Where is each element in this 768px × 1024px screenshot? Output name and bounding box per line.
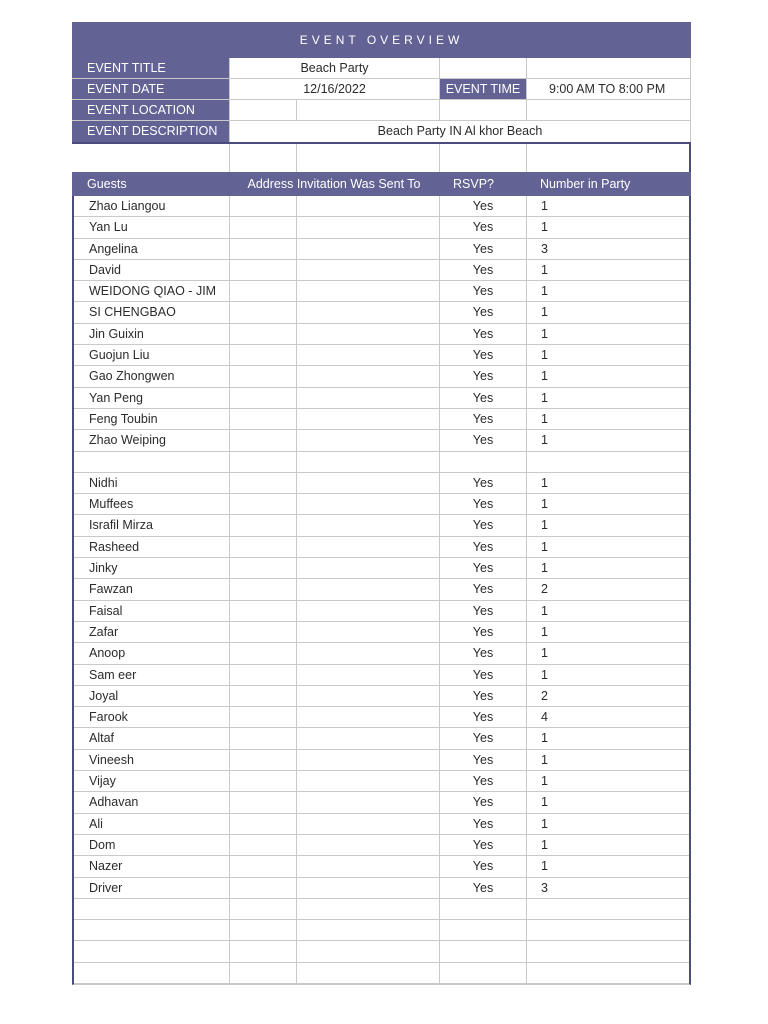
address-cell[interactable] (229, 792, 296, 812)
rsvp-cell[interactable]: Yes (439, 345, 526, 365)
rsvp-cell[interactable]: Yes (439, 217, 526, 237)
table-row (74, 239, 689, 260)
spacer-cell (439, 144, 526, 172)
rsvp-cell[interactable]: Yes (439, 643, 526, 663)
spacer-cell (229, 144, 296, 172)
party-count-cell[interactable]: 1 (526, 792, 689, 812)
address-cell[interactable] (229, 452, 296, 472)
rsvp-cell[interactable]: Yes (439, 558, 526, 578)
address-cell[interactable] (229, 643, 296, 663)
address-cell[interactable] (229, 878, 296, 898)
address-cell[interactable] (296, 409, 439, 429)
table-row (74, 430, 689, 451)
party-count-cell[interactable]: 3 (526, 878, 689, 898)
address-cell[interactable] (229, 345, 296, 365)
address-cell[interactable] (229, 302, 296, 322)
rsvp-cell[interactable] (439, 920, 526, 940)
party-count-cell[interactable]: 1 (526, 643, 689, 663)
table-row (74, 302, 689, 323)
party-count-cell[interactable]: 1 (526, 601, 689, 621)
party-count-cell[interactable]: 1 (526, 196, 689, 216)
rsvp-cell[interactable] (439, 941, 526, 961)
address-cell[interactable] (229, 963, 296, 983)
party-count-cell[interactable]: 1 (526, 771, 689, 791)
party-count-cell[interactable]: 1 (526, 814, 689, 834)
address-cell[interactable] (296, 217, 439, 237)
address-cell[interactable] (229, 814, 296, 834)
address-cell[interactable] (296, 473, 439, 493)
guest-name-cell[interactable]: Driver (89, 880, 123, 895)
table-row (74, 750, 689, 771)
guest-name-cell[interactable]: Fawzan (89, 582, 133, 597)
event-location-row (72, 100, 691, 121)
table-row (74, 899, 689, 920)
table-row (74, 941, 689, 962)
rsvp-cell[interactable]: Yes (439, 750, 526, 770)
guest-name-cell[interactable]: Joyal (89, 688, 119, 703)
event-location-cell-3[interactable] (439, 100, 526, 120)
address-cell[interactable] (229, 579, 296, 599)
event-location-value[interactable] (296, 100, 439, 120)
guest-name-cell[interactable]: Jinky (89, 561, 118, 576)
party-count-cell[interactable] (526, 899, 689, 919)
address-cell[interactable] (229, 941, 296, 961)
rsvp-cell[interactable]: Yes (439, 239, 526, 259)
address-cell[interactable] (229, 665, 296, 685)
guest-name-cell[interactable] (74, 452, 229, 472)
table-row (74, 515, 689, 536)
party-count-cell[interactable]: 1 (526, 324, 689, 344)
address-cell[interactable] (296, 494, 439, 514)
event-description-row (72, 121, 691, 144)
rsvp-cell[interactable]: Yes (439, 814, 526, 834)
event-sheet (72, 22, 691, 985)
table-row (74, 217, 689, 238)
table-row (74, 835, 689, 856)
guest-name-cell[interactable]: Dom (89, 837, 116, 852)
party-count-cell[interactable]: 1 (526, 665, 689, 685)
party-count-cell[interactable]: 1 (526, 856, 689, 876)
address-cell[interactable] (229, 473, 296, 493)
address-cell[interactable] (296, 622, 439, 642)
party-count-cell[interactable]: 1 (526, 217, 689, 237)
guest-name-cell[interactable]: Israfil Mirza (89, 518, 153, 533)
guest-name-cell[interactable]: David (89, 262, 121, 277)
address-cell[interactable] (296, 260, 439, 280)
table-row (74, 388, 689, 409)
header-guests: Guests (87, 177, 127, 191)
table-row (74, 345, 689, 366)
address-cell[interactable] (296, 771, 439, 791)
rsvp-cell[interactable] (439, 963, 526, 983)
rsvp-cell[interactable]: Yes (439, 728, 526, 748)
address-cell[interactable] (296, 579, 439, 599)
address-cell[interactable] (229, 409, 296, 429)
table-row (74, 494, 689, 515)
address-cell[interactable] (229, 622, 296, 642)
table-row (74, 665, 689, 686)
party-count-cell[interactable]: 1 (526, 388, 689, 408)
party-count-cell[interactable]: 1 (526, 409, 689, 429)
address-cell[interactable] (296, 899, 439, 919)
guest-name-cell[interactable]: Zafar (89, 624, 119, 639)
rsvp-cell[interactable]: Yes (439, 388, 526, 408)
address-cell[interactable] (229, 324, 296, 344)
party-count-cell[interactable] (526, 963, 689, 983)
event-location-cell[interactable] (229, 100, 296, 120)
event-description-label: EVENT DESCRIPTION (72, 121, 229, 142)
address-cell[interactable] (296, 643, 439, 663)
event-title-row (72, 58, 691, 79)
address-cell[interactable] (229, 515, 296, 535)
address-cell[interactable] (229, 558, 296, 578)
table-row (74, 771, 689, 792)
party-count-cell[interactable]: 2 (526, 686, 689, 706)
rsvp-cell[interactable]: Yes (439, 302, 526, 322)
party-count-cell[interactable]: 1 (526, 835, 689, 855)
address-cell[interactable] (296, 728, 439, 748)
guest-name-cell[interactable]: Angelina (89, 241, 138, 256)
address-cell[interactable] (229, 430, 296, 450)
party-count-cell[interactable]: 1 (526, 281, 689, 301)
address-cell[interactable] (296, 324, 439, 344)
spacer-cell (72, 144, 229, 172)
table-row (74, 814, 689, 835)
address-cell[interactable] (296, 452, 439, 472)
guest-name-cell[interactable]: Altaf (89, 731, 115, 746)
guest-name-cell[interactable] (74, 963, 229, 983)
rsvp-cell[interactable]: Yes (439, 771, 526, 791)
guest-name-cell[interactable]: Vineesh (89, 752, 134, 767)
table-row (74, 601, 689, 622)
guest-name-cell[interactable]: Yan Lu (89, 220, 128, 235)
header-number-in-party: Number in Party (540, 177, 631, 191)
event-time-label: EVENT TIME (439, 79, 526, 99)
event-location-cell-4[interactable] (526, 100, 691, 120)
guest-name-cell[interactable]: Vijay (89, 774, 116, 789)
address-cell[interactable] (296, 281, 439, 301)
event-date-value[interactable]: 12/16/2022 (229, 79, 439, 99)
party-count-cell[interactable]: 1 (526, 622, 689, 642)
guest-name-cell[interactable]: Nazer (89, 859, 123, 874)
rsvp-cell[interactable]: Yes (439, 260, 526, 280)
party-count-cell[interactable]: 1 (526, 515, 689, 535)
address-cell[interactable] (296, 665, 439, 685)
guest-table-header (72, 172, 691, 196)
party-count-cell[interactable]: 1 (526, 366, 689, 386)
event-date-row (72, 79, 691, 100)
table-row (74, 707, 689, 728)
table-row (74, 920, 689, 941)
event-location-label: EVENT LOCATION (72, 100, 229, 120)
address-cell[interactable] (229, 920, 296, 940)
spacer-row (72, 144, 691, 172)
rsvp-cell[interactable]: Yes (439, 409, 526, 429)
guest-name-cell[interactable]: WEIDONG QIAO - JIM (89, 284, 217, 299)
rsvp-cell[interactable]: Yes (439, 515, 526, 535)
event-date-label: EVENT DATE (72, 79, 229, 99)
address-cell[interactable] (296, 750, 439, 770)
address-cell[interactable] (296, 835, 439, 855)
event-info-block (72, 58, 691, 144)
address-cell[interactable] (296, 430, 439, 450)
rsvp-cell[interactable]: Yes (439, 579, 526, 599)
rsvp-cell[interactable]: Yes (439, 537, 526, 557)
guest-name-cell[interactable]: Zhao Liangou (89, 199, 166, 213)
rsvp-cell[interactable]: Yes (439, 366, 526, 386)
address-cell[interactable] (229, 281, 296, 301)
address-cell[interactable] (296, 878, 439, 898)
address-cell[interactable] (229, 388, 296, 408)
table-row (74, 473, 689, 494)
party-count-cell[interactable]: 1 (526, 537, 689, 557)
rsvp-cell[interactable]: Yes (439, 622, 526, 642)
party-count-cell[interactable]: 1 (526, 260, 689, 280)
table-row (74, 260, 689, 281)
table-row (74, 878, 689, 899)
address-cell[interactable] (229, 260, 296, 280)
table-row (74, 728, 689, 749)
address-cell[interactable] (296, 345, 439, 365)
address-cell[interactable] (296, 196, 439, 216)
address-cell[interactable] (229, 707, 296, 727)
guest-name-cell[interactable]: Sam eer (89, 667, 137, 682)
party-count-cell[interactable]: 1 (526, 302, 689, 322)
address-cell[interactable] (296, 963, 439, 983)
event-title-value[interactable]: Beach Party (229, 58, 439, 78)
table-row (74, 537, 689, 558)
address-cell[interactable] (229, 899, 296, 919)
party-count-cell[interactable]: 1 (526, 345, 689, 365)
rsvp-cell[interactable]: Yes (439, 856, 526, 876)
party-count-cell[interactable] (526, 920, 689, 940)
guest-name-cell[interactable]: Farook (89, 710, 128, 725)
guest-name-cell[interactable] (74, 920, 229, 940)
party-count-cell[interactable]: 3 (526, 239, 689, 259)
address-cell[interactable] (296, 941, 439, 961)
guest-name-cell[interactable]: Gao Zhongwen (89, 369, 175, 384)
header-rsvp: RSVP? (453, 177, 494, 191)
rsvp-cell[interactable]: Yes (439, 686, 526, 706)
table-row (74, 622, 689, 643)
rsvp-cell[interactable]: Yes (439, 601, 526, 621)
rsvp-cell[interactable]: Yes (439, 494, 526, 514)
address-cell[interactable] (296, 707, 439, 727)
table-row (74, 558, 689, 579)
address-cell[interactable] (229, 835, 296, 855)
rsvp-cell[interactable]: Yes (439, 792, 526, 812)
address-cell[interactable] (296, 515, 439, 535)
guest-name-cell[interactable] (74, 899, 229, 919)
event-overview-banner: EVENT OVERVIEW (72, 22, 691, 58)
event-description-value[interactable]: Beach Party IN Al khor Beach (229, 121, 691, 142)
rsvp-cell[interactable] (439, 452, 526, 472)
spacer-cell (526, 144, 691, 172)
address-cell[interactable] (229, 728, 296, 748)
address-cell[interactable] (229, 366, 296, 386)
address-cell[interactable] (296, 388, 439, 408)
table-row (74, 686, 689, 707)
address-cell[interactable] (229, 750, 296, 770)
table-row (74, 792, 689, 813)
party-count-cell[interactable] (526, 452, 689, 472)
address-cell[interactable] (296, 366, 439, 386)
table-row (74, 409, 689, 430)
guest-name-cell[interactable]: Feng Toubin (89, 411, 158, 426)
guest-name-cell[interactable]: Muffees (89, 497, 134, 512)
rsvp-cell[interactable]: Yes (439, 707, 526, 727)
party-count-cell[interactable]: 1 (526, 558, 689, 578)
table-row (74, 856, 689, 877)
address-cell[interactable] (296, 856, 439, 876)
event-title-extra-cell[interactable] (439, 58, 526, 78)
address-cell[interactable] (296, 558, 439, 578)
address-cell[interactable] (229, 196, 296, 216)
address-cell[interactable] (296, 814, 439, 834)
guest-name-cell[interactable]: Faisal (89, 603, 123, 618)
rsvp-cell[interactable]: Yes (439, 835, 526, 855)
event-title-extra-cell-2[interactable] (526, 58, 691, 78)
party-count-cell[interactable]: 1 (526, 494, 689, 514)
guest-name-cell[interactable]: Adhavan (89, 795, 139, 810)
address-cell[interactable] (229, 601, 296, 621)
address-cell[interactable] (229, 217, 296, 237)
table-row (74, 324, 689, 345)
rsvp-cell[interactable]: Yes (439, 473, 526, 493)
address-cell[interactable] (229, 239, 296, 259)
guest-name-cell[interactable]: Nidhi (89, 475, 118, 490)
guest-name-cell[interactable]: Jin Guixin (89, 326, 144, 341)
address-cell[interactable] (296, 686, 439, 706)
guest-table-body (72, 196, 691, 985)
rsvp-cell[interactable]: Yes (439, 665, 526, 685)
address-cell[interactable] (296, 537, 439, 557)
address-cell[interactable] (229, 686, 296, 706)
party-count-cell[interactable]: 1 (526, 728, 689, 748)
guest-name-cell[interactable] (74, 941, 229, 961)
rsvp-cell[interactable]: Yes (439, 324, 526, 344)
table-row (74, 196, 689, 217)
rsvp-cell[interactable]: Yes (439, 196, 526, 216)
address-cell[interactable] (296, 302, 439, 322)
event-title-label: EVENT TITLE (72, 58, 229, 78)
party-count-cell[interactable]: 1 (526, 430, 689, 450)
guest-name-cell[interactable]: Yan Peng (89, 390, 143, 405)
table-row (74, 366, 689, 387)
spacer-cell (296, 144, 439, 172)
guest-name-cell[interactable]: Rasheed (89, 539, 140, 554)
guest-name-cell[interactable]: Ali (89, 816, 103, 831)
party-count-cell[interactable]: 4 (526, 707, 689, 727)
party-count-cell[interactable]: 2 (526, 579, 689, 599)
table-row (74, 963, 689, 984)
rsvp-cell[interactable]: Yes (439, 430, 526, 450)
address-cell[interactable] (296, 920, 439, 940)
table-row (74, 643, 689, 664)
guest-name-cell[interactable]: Anoop (89, 646, 126, 661)
header-address: Address Invitation Was Sent To (247, 177, 421, 191)
table-row (74, 281, 689, 302)
address-cell[interactable] (296, 239, 439, 259)
party-count-cell[interactable]: 1 (526, 473, 689, 493)
address-cell[interactable] (296, 601, 439, 621)
rsvp-cell[interactable] (439, 899, 526, 919)
guest-name-cell[interactable]: Zhao Weiping (89, 433, 166, 448)
event-time-value[interactable]: 9:00 AM TO 8:00 PM (526, 79, 691, 99)
table-row (74, 579, 689, 600)
rsvp-cell[interactable]: Yes (439, 281, 526, 301)
address-cell[interactable] (296, 792, 439, 812)
address-cell[interactable] (229, 537, 296, 557)
guest-name-cell[interactable]: SI CHENGBAO (89, 305, 176, 320)
rsvp-cell[interactable]: Yes (439, 878, 526, 898)
party-count-cell[interactable]: 1 (526, 750, 689, 770)
table-row (74, 452, 689, 473)
address-cell[interactable] (229, 771, 296, 791)
address-cell[interactable] (229, 494, 296, 514)
party-count-cell[interactable] (526, 941, 689, 961)
address-cell[interactable] (229, 856, 296, 876)
guest-name-cell[interactable]: Guojun Liu (89, 348, 150, 363)
